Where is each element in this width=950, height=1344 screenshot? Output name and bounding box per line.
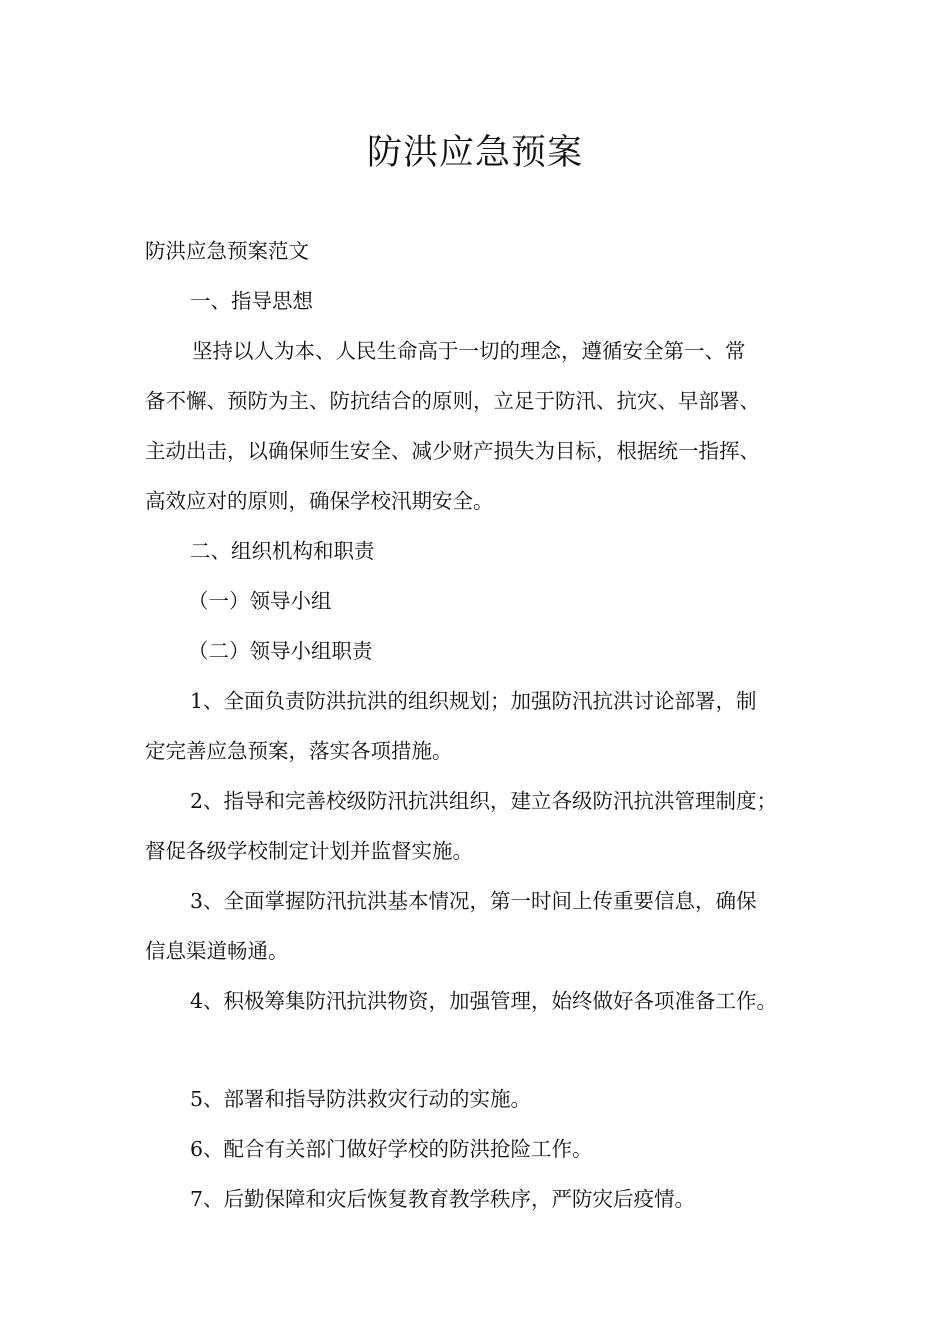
section-heading-organization: 二、组织机构和职责 [190,539,375,563]
list-item-line: 4、积极筹集防汛抗洪物资，加强管理，始终做好各项准备工作。 [190,989,778,1013]
list-item-line: 定完善应急预案，落实各项措施。 [145,739,453,763]
document-subtitle: 防洪应急预案范文 [145,239,309,263]
document-title: 防洪应急预案 [366,133,583,173]
list-item-line: 2、指导和完善校级防汛抗洪组织，建立各级防汛抗洪管理制度； [190,789,778,813]
subsection-heading-duties: （二）领导小组职责 [188,639,373,663]
list-item-line: 信息渠道畅通。 [145,939,289,963]
paragraph-line: 备不懈、预防为主、防抗结合的原则，立足于防汛、抗灾、早部署、 [145,389,760,413]
list-item-line: 督促各级学校制定计划并监督实施。 [145,839,473,863]
paragraph-line: 高效应对的原则，确保学校汛期安全。 [145,489,494,513]
section-heading-guiding-ideology: 一、指导思想 [190,289,313,313]
subsection-heading-leading-group: （一）领导小组 [188,589,332,613]
list-item-line: 1、全面负责防洪抗洪的组织规划；加强防汛抗洪讨论部署，制 [190,689,757,713]
list-item-line: 6、配合有关部门做好学校的防洪抢险工作。 [190,1137,593,1161]
list-item-line: 7、后勤保障和灾后恢复教育教学秩序，严防灾后疫情。 [190,1187,696,1211]
list-item-line: 5、部署和指导防洪救灾行动的实施。 [190,1087,532,1111]
list-item-line: 3、全面掌握防汛抗洪基本情况，第一时间上传重要信息，确保 [190,889,757,913]
paragraph-line: 坚持以人为本、人民生命高于一切的理念，遵循安全第一、常 [192,339,746,363]
paragraph-line: 主动出击，以确保师生安全、减少财产损失为目标，根据统一指挥、 [145,439,760,463]
